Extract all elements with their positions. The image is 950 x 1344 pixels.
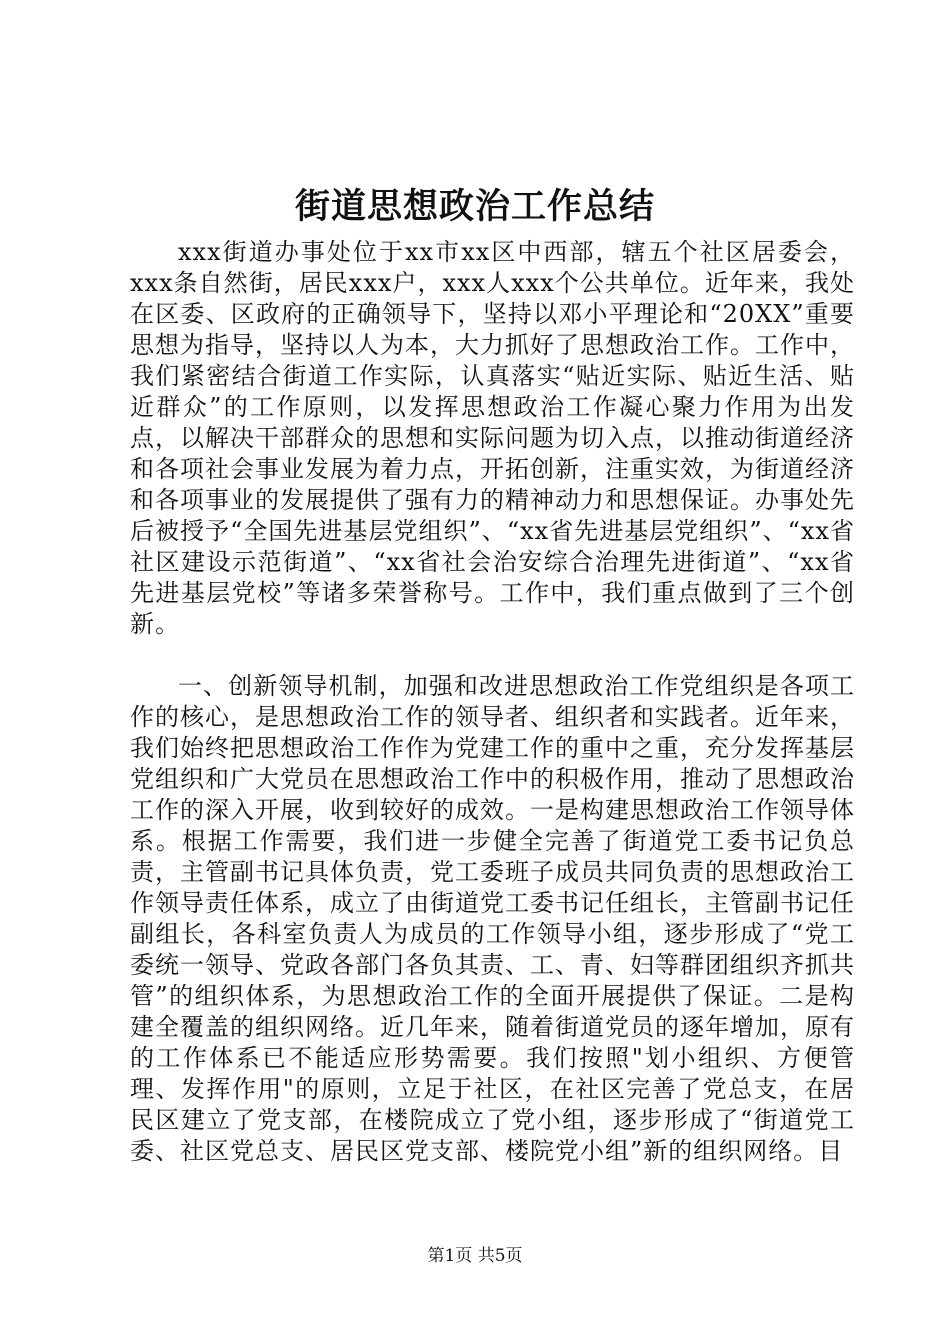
paragraph-section-one: 一、创新领导机制，加强和改进思想政治工作党组织是各项工作的核心，是思想政治工作的领导者、组织者和实践者。近年来，我们始终把思想政治工作作为党建工作的重中之重，充分发挥基层党组织和广大党员在思想政治工作中的积极作用，推动了思想政治工作的深入开展，收到较好的成效。一是构建思想政治工作领导体系。根据工作需要，我们进一步健全完善了街道党工委书记负总责，主管副书记具体负责，党工委班子成员共同负责的思想政治工作领导责任体系，成立了由街道党工委书记任组长，主管副书记任副组长，各科室负责人为成员的工作领导小组，逐步形成了“党工委统一领导、党政各部门各负其责、工、青、妇等群团组织齐抓共管”的组织体系，为思想政治工作的全面开展提供了保证。二是构建全覆盖的组织网络。近几年来，随着街道党员的逐年增加，原有的工作体系已不能适应形势需要。我们按照"划小组织、方便管理、发挥作用"的原则，立足于社区，在社区完善了党总支，在居民区建立了党支部，在楼院成立了党小组，逐步形成了“街道党工委、社区党总支、居民区党支部、楼院党小组”新的组织网络。目: [130, 672, 855, 1165]
document-title: 街道思想政治工作总结: [294, 186, 655, 227]
document-body: [130, 237, 855, 1167]
paragraph-intro: xxx街道办事处位于xx市xx区中西部，辖五个社区居委会，xxx条自然街，居民xxx户，xxx人xxx个公共单位。近年来，我处在区委、区政府的正确领导下，坚持以邓小平理论和“20XX”重要思想为指导，坚持以人为本，大力抓好了思想政治工作。工作中，我们紧密结合街道工作实际，认真落实“贴近实际、贴近生活、贴近群众”的工作原则，以发挥思想政治工作凝心聚力作用为出发点，以解决干部群众的思想和实际问题为切入点，以推动街道经济和各项社会事业发展为着力点，开拓创新，注重实效，为街道经济和各项事业的发展提供了强有力的精神动力和思想保证。办事处先后被授予“全国先进基层党组织”、“xx省先进基层党组织”、“xx省社区建设示范街道”、“xx省社会治安综合治理先进街道”、“xx省先进基层党校”等诸多荣誉称号。工作中，我们重点做到了三个创新。: [130, 238, 855, 638]
page-footer: 第1页 共5页: [427, 1246, 523, 1266]
